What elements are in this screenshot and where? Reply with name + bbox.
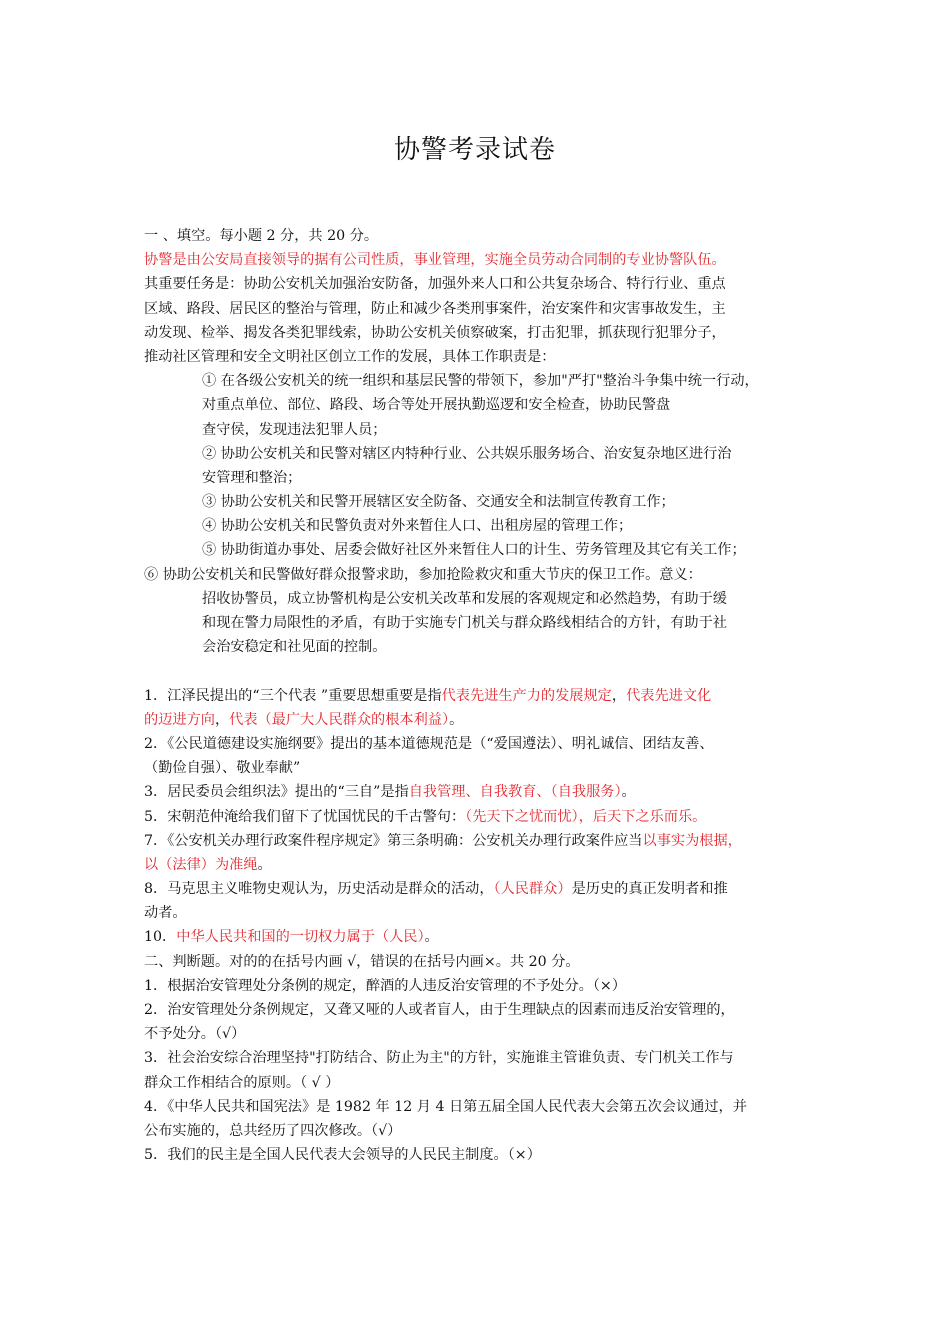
document-body: [144, 224, 819, 1167]
question-text: 区域、路段、居民区的整治与管理，防止和减少各类刑事案件，治安案件和灾害事故发生，主: [144, 300, 726, 317]
text-line: [144, 708, 819, 732]
text-line: [144, 393, 819, 417]
question-text: 8．马克思主义唯物史观认为，历史活动是群众的活动，: [144, 881, 494, 898]
text-line: [144, 587, 819, 611]
text-line: [144, 224, 819, 248]
question-text: 1．根据治安管理处分条例的规定，醉酒的人违反治安管理的不予处分。（×）: [144, 977, 627, 994]
question-text: （勤俭自强）、敬业奉献”: [144, 760, 301, 777]
question-text: ⑥ 协助公安机关和民警做好群众报警求助，参加抢险救灾和重大节庆的保卫工作。意义：: [144, 566, 702, 583]
text-line: [144, 901, 819, 925]
text-line: [144, 805, 819, 829]
question-text: ② 协助公安机关和民警对辖区内特种行业、公共娱乐服务场合、治安复杂地区进行治: [202, 445, 732, 462]
answer-text: （人民群众）: [493, 881, 572, 898]
text-line: [144, 297, 819, 321]
question-text: ① 在各级公安机关的统一组织和基层民警的带领下，参加"严打"整治斗争集中统一行动，: [202, 373, 759, 390]
text-line: [144, 369, 819, 393]
text-line: [144, 538, 819, 562]
text-line: [144, 1071, 819, 1095]
question-text: 。: [449, 711, 464, 728]
text-line: [144, 563, 819, 587]
answer-text: 代表先进文化: [626, 687, 712, 704]
question-text: 2．《公民道德建设实施纲要》提出的基本道德规范是（“爱国遵法）、明礼诚信、团结友善、: [144, 735, 714, 752]
text-line: [144, 877, 819, 901]
answer-text: 以（法律）为准绳: [144, 856, 258, 873]
text-line: [144, 418, 819, 442]
question-text: 1．江泽民提出的“三个代表 ”重要思想重要是指: [144, 687, 442, 704]
text-line: [144, 1095, 819, 1119]
answer-text: 代表（最广大人民群众的根本利益）: [229, 711, 450, 728]
question-text: 5．宋朝范仲淹给我们留下了忧国忧民的千古警句：: [144, 808, 466, 825]
answer-text: （先天下之忧而忧），后天下之乐而乐。: [465, 808, 707, 825]
text-line: [144, 1022, 819, 1046]
text-line: [144, 780, 819, 804]
question-text: 。: [424, 929, 439, 946]
answer-text: 中华人民共和国的一切权力属于（人民）: [176, 929, 425, 946]
text-line: [144, 998, 819, 1022]
text-line: [144, 732, 819, 756]
text-line: [144, 611, 819, 635]
text-line: [144, 756, 819, 780]
text-line: [144, 1119, 819, 1143]
question-text: 3．居民委员会组织法》提出的“三自”是指: [144, 784, 409, 801]
text-line: [144, 345, 819, 369]
text-line: [144, 272, 819, 296]
answer-text: 自我管理、自我教育、（自我服务）: [408, 784, 622, 801]
question-text: 动发现、检举、揭发各类犯罪线索，协助公安机关侦察破案，打击犯罪，抓获现行犯罪分子，: [144, 324, 726, 341]
text-line: [144, 925, 819, 949]
question-text: 会治安稳定和社见面的控制。: [202, 639, 387, 656]
question-text: 二、判断题。对的的在括号内画 √，错误的在括号内画×。共 20 分。: [144, 953, 580, 970]
question-text: 。: [257, 856, 272, 873]
question-text: 2．治安管理处分条例规定，又聋又哑的人或者盲人，由于生理缺点的因素而违反治安管理的，: [144, 1002, 735, 1018]
text-line: [144, 853, 819, 877]
text-line: [144, 514, 819, 538]
question-text: 安管理和整治；: [202, 469, 302, 486]
question-text: 动者。: [144, 905, 187, 922]
question-text: 4．《中华人民共和国宪法》是 1982 年 12 月 4 日第五届全国人民代表大会第五次会议通过，并: [144, 1098, 747, 1115]
text-line: [144, 1046, 819, 1070]
question-text: 是历史的真正发明者和推: [571, 881, 728, 898]
question-text: ⑤ 协助街道办事处、居委会做好社区外来暂住人口的计生、劳务管理及其它有关工作；: [202, 542, 746, 559]
question-text: ③ 协助公安机关和民警开展辖区安全防备、交通安全和法制宣传教育工作；: [202, 494, 675, 511]
question-text: ④ 协助公安机关和民警负责对外来暂住人口、出租房屋的管理工作；: [202, 518, 633, 535]
question-text: 公布实施的，总共经历了四次修改。（√）: [144, 1122, 402, 1139]
question-text: 5．我们的民主是全国人民代表大会领导的人民民主制度。（×）: [144, 1147, 541, 1164]
question-text: 不予处分。（√）: [144, 1026, 246, 1043]
answer-text: 的迈进方向: [144, 711, 215, 728]
question-text: 对重点单位、部位、路段、场合等处开展执勤巡逻和安全检查，协助民警盘: [202, 397, 671, 414]
text-line: [144, 829, 819, 853]
question-text: ，: [611, 687, 627, 704]
blank-line: [144, 659, 819, 683]
text-line: [144, 1143, 819, 1167]
answer-text: 协警是由公安局直接领导的据有公司性质，事业管理，实施全员劳动合同制的专业协警队伍。: [144, 252, 726, 269]
question-text: 7．《公安机关办理行政案件程序规定》第三条明确：公安机关办理行政案件应当: [144, 832, 643, 849]
question-text: 3．社会治安综合治理坚持"打防结合、防止为主"的方针，实施谁主管谁负责、专门机关工作与: [144, 1050, 734, 1067]
text-line: [144, 974, 819, 998]
text-line: [144, 635, 819, 659]
text-line: [144, 442, 819, 466]
text-line: [144, 950, 819, 974]
question-text: 群众工作相结合的原则。（ √ ）: [144, 1074, 340, 1091]
question-text: 和现在警力局限性的矛盾，有助于实施专门机关与群众路线相结合的方针，有助于社: [202, 615, 727, 631]
document-title: 协警考录试卷: [393, 135, 556, 165]
text-line: [144, 684, 819, 708]
text-line: [144, 248, 819, 272]
text-line: [144, 321, 819, 345]
question-text: 推动社区管理和安全文明社区创立工作的发展，具体工作职责是：: [144, 348, 556, 365]
question-text: 其重要任务是：协助公安机关加强治安防备，加强外来人口和公共复杂场合、特行行业、重点: [144, 276, 726, 293]
question-text: 10．: [144, 929, 177, 946]
question-text: ，: [214, 711, 230, 728]
text-line: [144, 466, 819, 490]
text-line: [144, 490, 819, 514]
question-text: 招收协警员，成立协警机构是公安机关改革和发展的客观规定和必然趋势，有助于缓: [202, 590, 727, 607]
question-text: 。: [621, 784, 636, 801]
question-text: 查守侯，发现违法犯罪人员；: [202, 421, 387, 438]
answer-text: 代表先进生产力的发展规定: [441, 687, 612, 704]
answer-text: 以事实为根据，: [642, 832, 742, 849]
question-text: 一 、填空。每小题 2 分，共 20 分。: [144, 228, 379, 244]
